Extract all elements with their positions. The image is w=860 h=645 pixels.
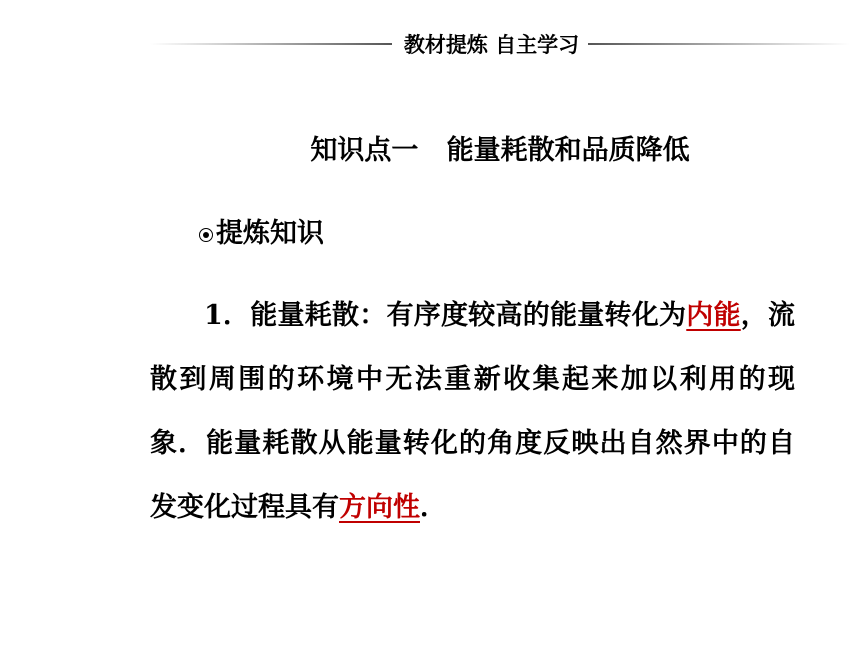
sub-heading <box>199 211 324 250</box>
knowledge-paragraph <box>150 284 795 540</box>
header-divider-right <box>588 43 850 45</box>
paragraph-number: 1． <box>204 300 251 331</box>
circled-dot-icon <box>199 228 213 242</box>
paragraph-text-3: ． <box>420 492 447 523</box>
answer-blank-2: 方向性 <box>339 492 420 523</box>
sub-heading-label: 提炼知识 <box>216 218 324 249</box>
header-divider-left <box>150 43 392 45</box>
answer-blank-1: 内能 <box>686 300 741 331</box>
paragraph-text-1: 能量耗散：有序度较高的能量转化为 <box>250 300 687 331</box>
header-title: 教材提炼 自主学习 <box>403 32 580 57</box>
paragraph-text-2: ，流散到周围的环境中无法重新收集起来加以利用的现象．能量耗散从能量转化的角度反映出自然界中的自发变化过程具有 <box>150 300 796 523</box>
section-title: 知识点一 能量耗散和品质降低 <box>310 135 690 166</box>
